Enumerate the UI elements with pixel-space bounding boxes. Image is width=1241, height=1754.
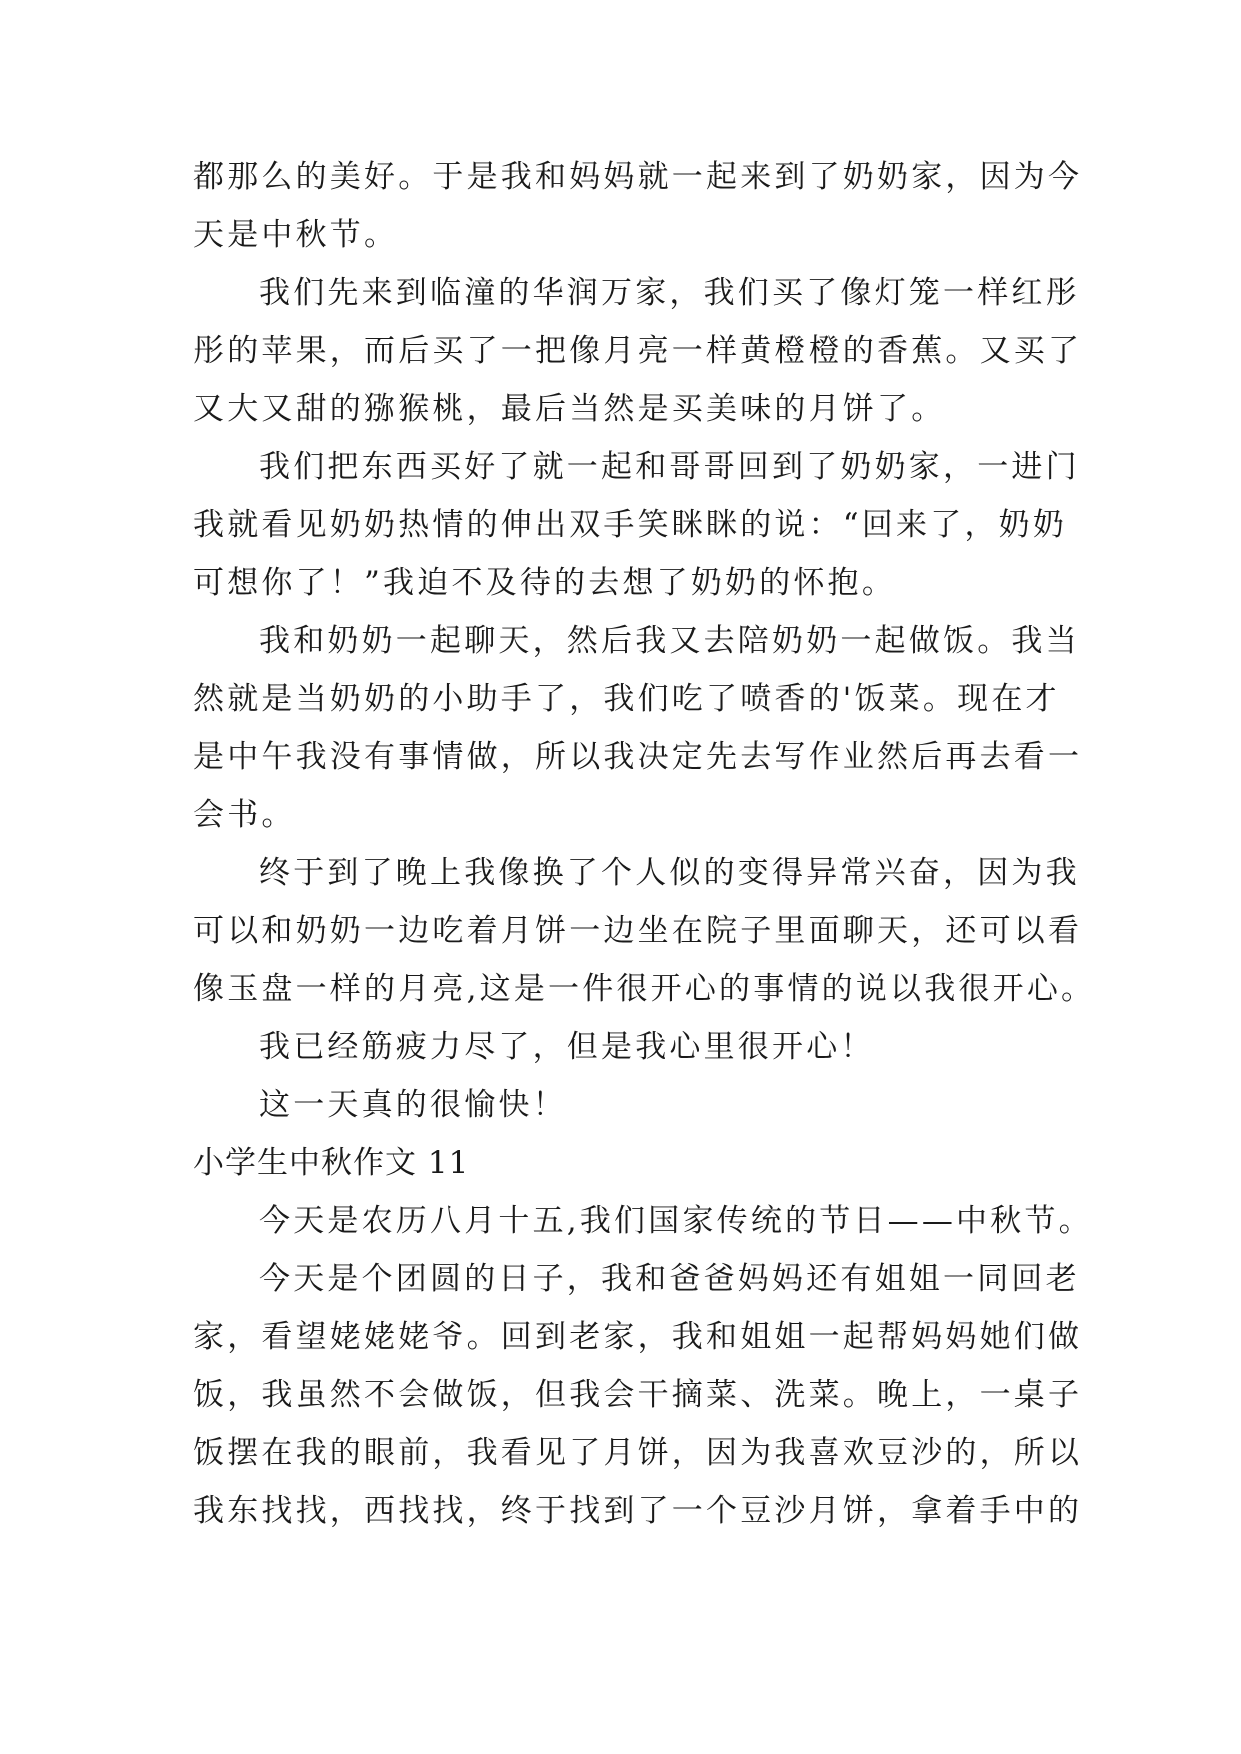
paragraph-first-line: 今天是农历八月十五,我们国家传统的节日——中秋节。 xyxy=(259,1203,1093,1239)
paragraph-first-line: 这一天真的很愉快！ xyxy=(259,1087,567,1123)
text-line: 都那么的美好。于是我和妈妈就一起来到了奶奶家，因为今 xyxy=(193,159,1083,195)
paragraph-first-line: 我已经筋疲力尽了，但是我心里很开心！ xyxy=(259,1029,875,1065)
text-line: 是中午我没有事情做，所以我决定先去写作业然后再去看一 xyxy=(193,739,1083,775)
paragraph-first-line: 终于到了晚上我像换了个人似的变得异常兴奋，因为我 xyxy=(259,855,1080,891)
text-line: 可以和奶奶一边吃着月饼一边坐在院子里面聊天，还可以看 xyxy=(193,913,1083,949)
text-line: 像玉盘一样的月亮,这是一件很开心的事情的说以我很开心。 xyxy=(193,971,1096,1007)
text-line: 我东找找，西找找，终于找到了一个豆沙月饼，拿着手中的 xyxy=(193,1493,1083,1529)
text-line: 然就是当奶奶的小助手了，我们吃了喷香的'饭菜。现在才 xyxy=(193,681,1060,717)
text-line: 我就看见奶奶热情的伸出双手笑眯眯的说：“回来了，奶奶 xyxy=(193,507,1068,543)
text-line: 可想你了！”我迫不及待的去想了奶奶的怀抱。 xyxy=(193,565,897,601)
paragraph-first-line: 我和奶奶一起聊天，然后我又去陪奶奶一起做饭。我当 xyxy=(259,623,1080,659)
text-line: 饭摆在我的眼前，我看见了月饼，因为我喜欢豆沙的，所以 xyxy=(193,1435,1083,1471)
text-line: 又大又甜的猕猴桃，最后当然是买美味的月饼了。 xyxy=(193,391,946,427)
essay-part-1 xyxy=(193,148,1096,1134)
document-page xyxy=(193,148,1096,1540)
text-line: 饭，我虽然不会做饭，但我会干摘菜、洗菜。晚上，一桌子 xyxy=(193,1377,1083,1413)
essay-heading: 小学生中秋作文 11 xyxy=(193,1145,470,1181)
paragraph-first-line: 我们把东西买好了就一起和哥哥回到了奶奶家，一进门 xyxy=(259,449,1080,485)
text-line: 天是中秋节。 xyxy=(193,217,399,253)
paragraph-first-line: 今天是个团圆的日子，我和爸爸妈妈还有姐姐一同回老 xyxy=(259,1261,1080,1297)
text-line: 家，看望姥姥姥爷。回到老家，我和姐姐一起帮妈妈她们做 xyxy=(193,1319,1083,1355)
paragraph-first-line: 我们先来到临潼的华润万家，我们买了像灯笼一样红彤 xyxy=(259,275,1080,311)
essay-part-2 xyxy=(193,1192,1093,1540)
text-line: 彤的苹果，而后买了一把像月亮一样黄橙橙的香蕉。又买了 xyxy=(193,333,1083,369)
text-line: 会书。 xyxy=(193,797,296,833)
